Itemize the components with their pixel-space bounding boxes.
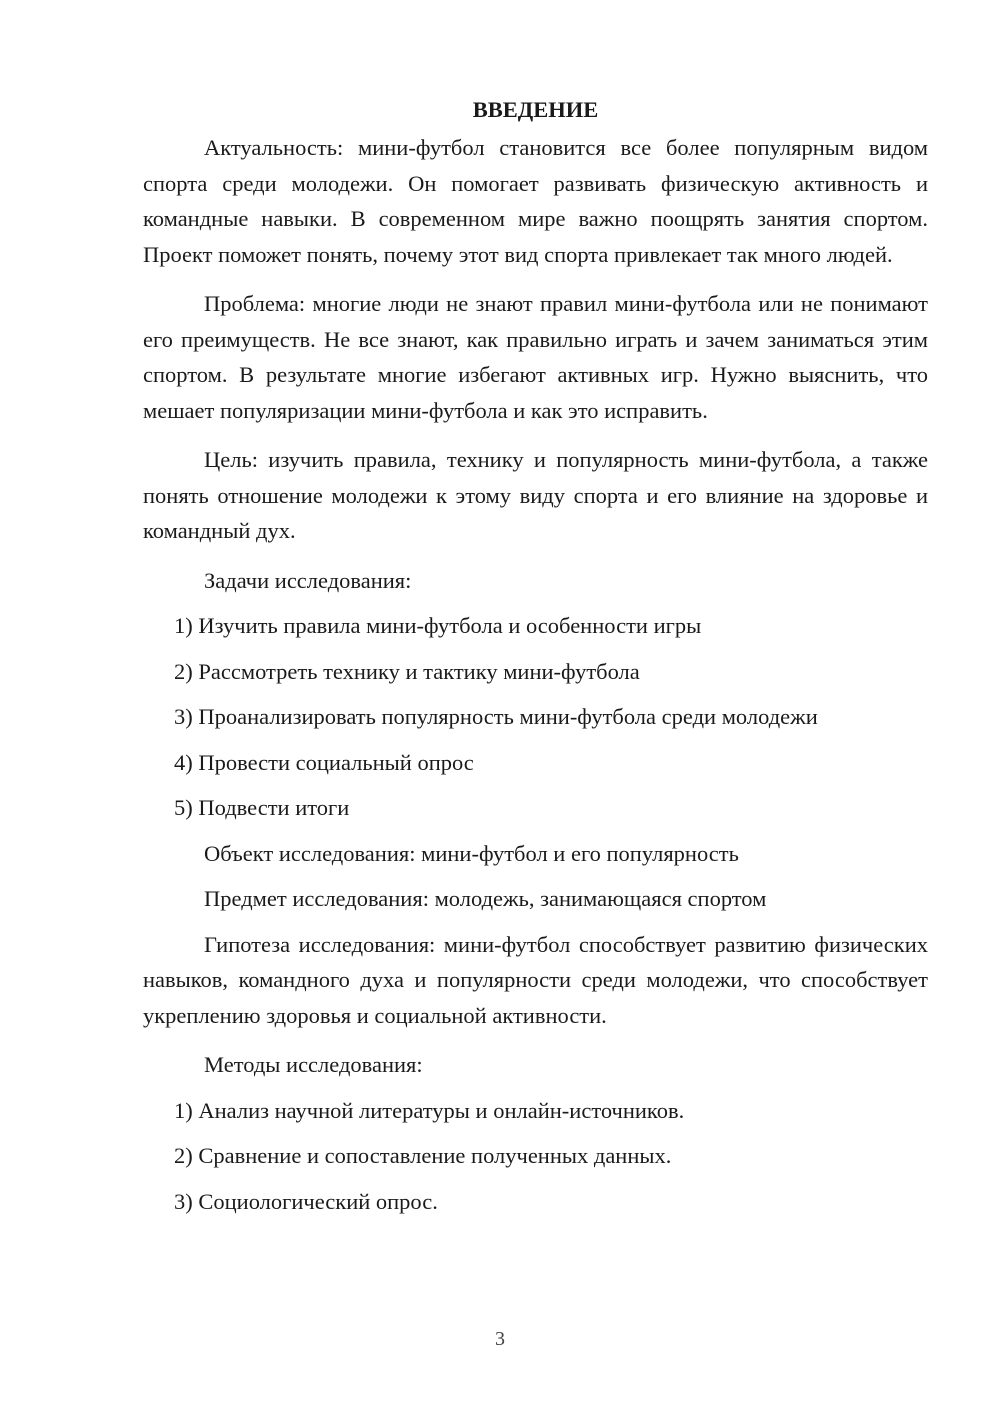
relevance-paragraph: Актуальность: мини-футбол становится все более популярным видом спорта среди молодежи. Он помогает развивать физическую активность и командные навыки. В современном мире важно поощрять занятия спортом. Проект поможет понять, почему этот вид спорта привлекает так много людей. — [143, 135, 928, 267]
list-item: 1) Изучить правила мини-футбола и особенности игры — [174, 613, 702, 638]
list-item: 4) Провести социальный опрос — [174, 749, 474, 775]
subject-line: Предмет исследования: молодежь, занимающаяся спортом — [204, 886, 767, 911]
problem-paragraph: Проблема: многие люди не знают правил мини-футбола или не понимают его преимуществ. Не все знают, как правильно играть и зачем заниматься этим спортом. В результате многие избегают активных игр. Нужно выяснить, что мешает популяризации мини-футбола и как это исправить. — [143, 291, 928, 423]
list-item: 5) Подвести итоги — [174, 795, 350, 820]
goal-paragraph: Цель: изучить правила, технику и популярность мини-футбола, а также понять отношение молодежи к этому виду спорта и его влияние на здоровье и командный дух. — [143, 447, 928, 543]
list-item: 2) Рассмотреть технику и тактику мини-футбола — [174, 658, 640, 684]
hypothesis-paragraph: Гипотеза исследования: мини-футбол способствует развитию физических навыков, командного духа и популярности среди молодежи, что способствует укреплению здоровья и социальной активности. — [143, 931, 928, 1028]
page-title: ВВЕДЕНИЕ — [472, 97, 599, 122]
list-item: 2) Сравнение и сопоставление полученных данных. — [174, 1143, 672, 1168]
page-number: 3 — [495, 1328, 505, 1350]
document-page — [143, 92, 928, 1229]
object-line: Объект исследования: мини-футбол и его популярность — [204, 840, 739, 866]
tasks-list — [143, 608, 928, 826]
methods-heading: Методы исследования: — [204, 1052, 423, 1077]
tasks-heading: Задачи исследования: — [204, 567, 412, 593]
methods-list — [143, 1093, 928, 1220]
list-item: 3) Проанализировать популярность мини-футбола среди молодежи — [174, 704, 818, 729]
list-item: 1) Анализ научной литературы и онлайн-источников. — [174, 1097, 685, 1123]
list-item: 3) Социологический опрос. — [174, 1188, 438, 1214]
